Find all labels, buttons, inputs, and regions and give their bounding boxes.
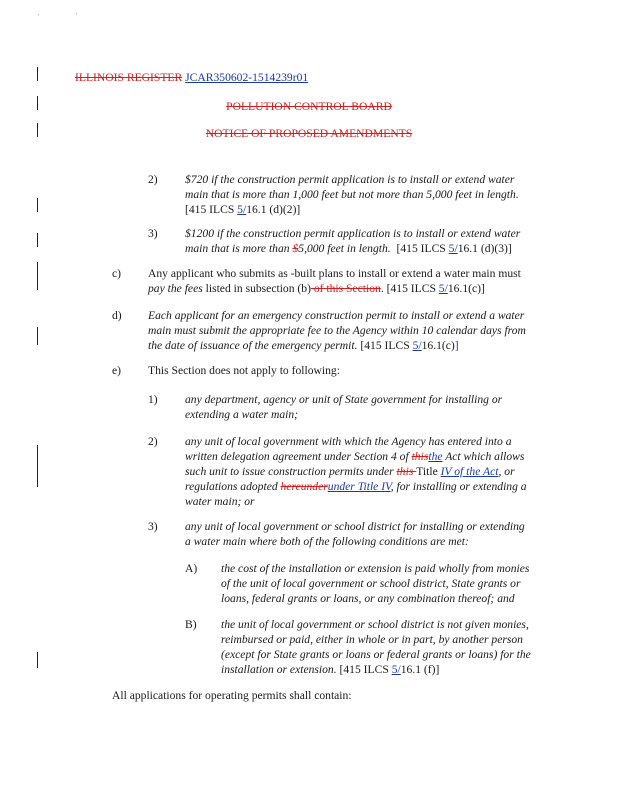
- notice-heading: NOTICE OF PROPOSED AMENDMENTS: [205, 127, 413, 140]
- citation: [415 ILCS 5/16.1 (d)(2)]: [185, 203, 301, 216]
- item-number: c): [112, 267, 122, 280]
- text-line: any department, agency or unit of State government for installing or: [185, 393, 503, 406]
- change-bar: [37, 198, 38, 212]
- text-line: $1200 if the construction permit application is to install or extend water: [185, 227, 521, 240]
- register-inserted: JCAR350602-1514239r01: [185, 71, 309, 84]
- text-line: Each applicant for an emergency construction permit to install or extend a water: [148, 309, 525, 322]
- text-line: of the unit of local government or school district, State grants or: [221, 577, 521, 590]
- text-line: the date of issuance of the emergency permit. [415 ILCS 5/16.1(c)]: [148, 339, 459, 352]
- corner-mark: ': [38, 13, 40, 21]
- change-bar: [37, 233, 38, 247]
- corner-mark: ': [76, 12, 78, 20]
- text-line: water main; or: [185, 495, 255, 508]
- change-bar: [37, 67, 38, 81]
- text-line: main must submit the appropriate fee to the Agency within 10 calendar days from: [148, 324, 526, 337]
- item-number: d): [112, 309, 122, 322]
- text-line: installation or extension. [415 ILCS 5/16.1 (f)]: [221, 663, 440, 676]
- item-number: 2): [148, 173, 158, 186]
- text-line: regulations adopted hereunderunder Title IV, for installing or extending a: [185, 480, 527, 493]
- text-line: pay the fees listed in subsection (b) of this Section. [415 ILCS 5/16.1(c)]: [148, 282, 485, 295]
- text-line: the unit of local government or school district is not given monies,: [221, 618, 529, 631]
- item-number: 2): [148, 435, 158, 448]
- register-line: [75, 70, 308, 85]
- change-bar: [37, 327, 38, 345]
- item-number: B): [185, 618, 197, 631]
- text-line: the cost of the installation or extension is paid wholly from monies: [221, 562, 530, 575]
- change-bar: [37, 262, 38, 290]
- text-line: any unit of local government with which the Agency has entered into a: [185, 435, 512, 448]
- text-line: loans, federal grants or loans, or any combination thereof; and: [221, 592, 515, 605]
- text-line: Any applicant who submits as -built plans to install or extend a water main must: [148, 267, 521, 280]
- item-number: 3): [148, 520, 158, 533]
- change-bar: [37, 652, 38, 668]
- change-bar: [37, 445, 38, 487]
- text-line: (except for State grants or loans or federal grants or loans) for the: [221, 648, 531, 661]
- item-number: 1): [148, 393, 158, 406]
- agency-heading: POLLUTION CONTROL BOARD: [226, 100, 392, 113]
- text-line: main that is more than 1,000 feet but not more than 5,000 feet in length.: [185, 188, 519, 201]
- item-number: 3): [148, 227, 158, 240]
- text-line: This Section does not apply to following:: [148, 364, 340, 377]
- text-line: written delegation agreement under Section 4 of thisthe Act which allows: [185, 450, 525, 463]
- text-line: any unit of local government or school district for installing or extending: [185, 520, 525, 533]
- closing-text: All applications for operating permits shall contain:: [112, 689, 352, 702]
- text-line: a water main where both of the following conditions are met:: [185, 535, 469, 548]
- text-line: reimbursed or paid, either in whole or in part, by another person: [221, 633, 523, 646]
- text-line: such unit to issue construction permits under this Title IV of the Act, or: [185, 465, 515, 478]
- text-line: $720 if the construction permit application is to install or extend water: [185, 173, 515, 186]
- item-number: e): [112, 364, 122, 377]
- text-line: main that is more than $5,000 feet in length. [415 ILCS 5/16.1 (d)(3)]: [185, 242, 512, 255]
- register-deleted: ILLINOIS REGISTER: [75, 71, 183, 84]
- item-number: A): [185, 562, 198, 575]
- text-line: extending a water main;: [185, 408, 299, 421]
